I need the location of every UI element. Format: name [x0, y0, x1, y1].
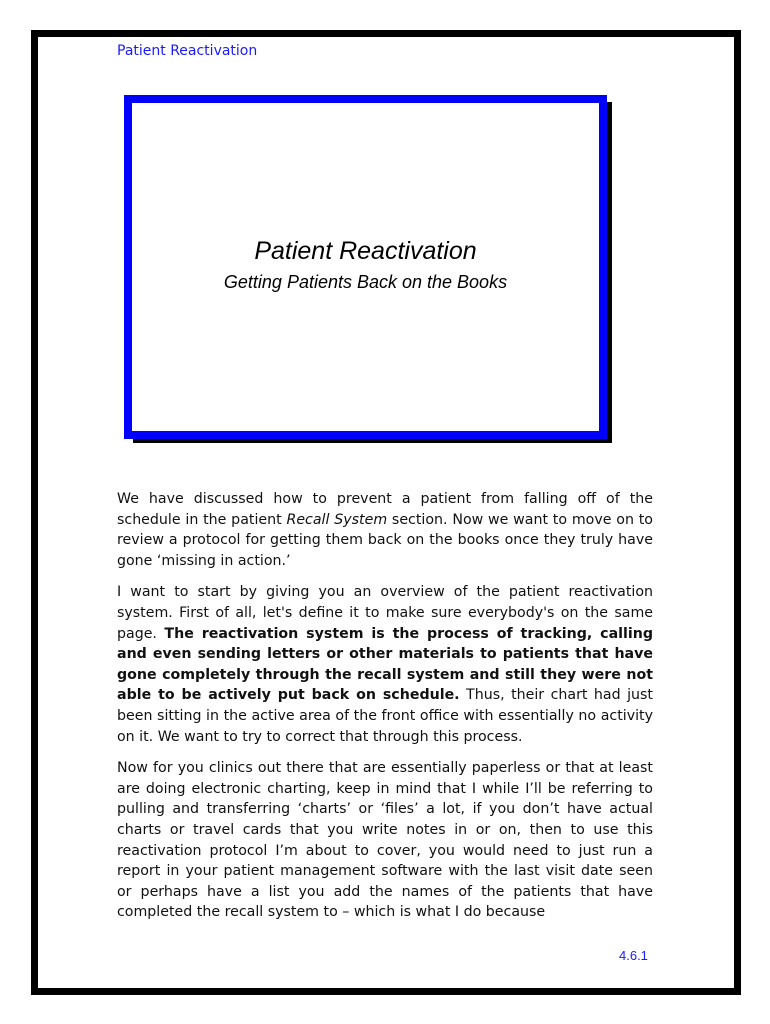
section-title: Patient Reactivation: [254, 237, 477, 265]
paragraph-3: Now for you clinics out there that are essentially paperless or that at least are doing electronic charting, keep in mind that I while I’ll be referring to pulling and transferring ‘charts’ or ‘files’ a lot, if you don’t have actual charts or travel cards that you write notes in or on, then to use this reactivation protocol I’m about to cover, you would need to just run a report in your patient management software with the last visit date seen or perhaps have a list you add the names of the patients that have completed the recall system to – which is what I do because: [117, 760, 653, 921]
paragraph-1: We have discussed how to prevent a patient from falling off of the schedule in the patient Recall System section. Now we want to move on to review a protocol for getting them back on the books once they truly have gone ‘missing in action.’: [117, 491, 653, 569]
recall-system-reference: Recall System: [286, 511, 388, 528]
paragraph-2: I want to start by giving you an overview of the patient reactivation system. First of all, let's define it to make sure everybody's on the same page. The reactivation system is the process of tracking, calling and even sending letters or other materials to patients that have gone completely through the recall system and still they were not able to be actively put back on schedule. Thus, their chart had just been sitting in the active area of the front office with essentially no activity on it. We want to try to correct that through this process.: [117, 584, 653, 745]
running-header: Patient Reactivation: [117, 43, 258, 59]
reactivation-definition: The reactivation system is the process of tracking, calling and even sending letters or other materials to patients that have gone completely through the recall system and still they were not able to be actively put back on schedule.: [117, 625, 653, 704]
title-box: [124, 95, 607, 439]
body-text: [117, 489, 653, 934]
section-subtitle: Getting Patients Back on the Books: [223, 272, 508, 292]
page-number: 4.6.1: [619, 948, 648, 963]
